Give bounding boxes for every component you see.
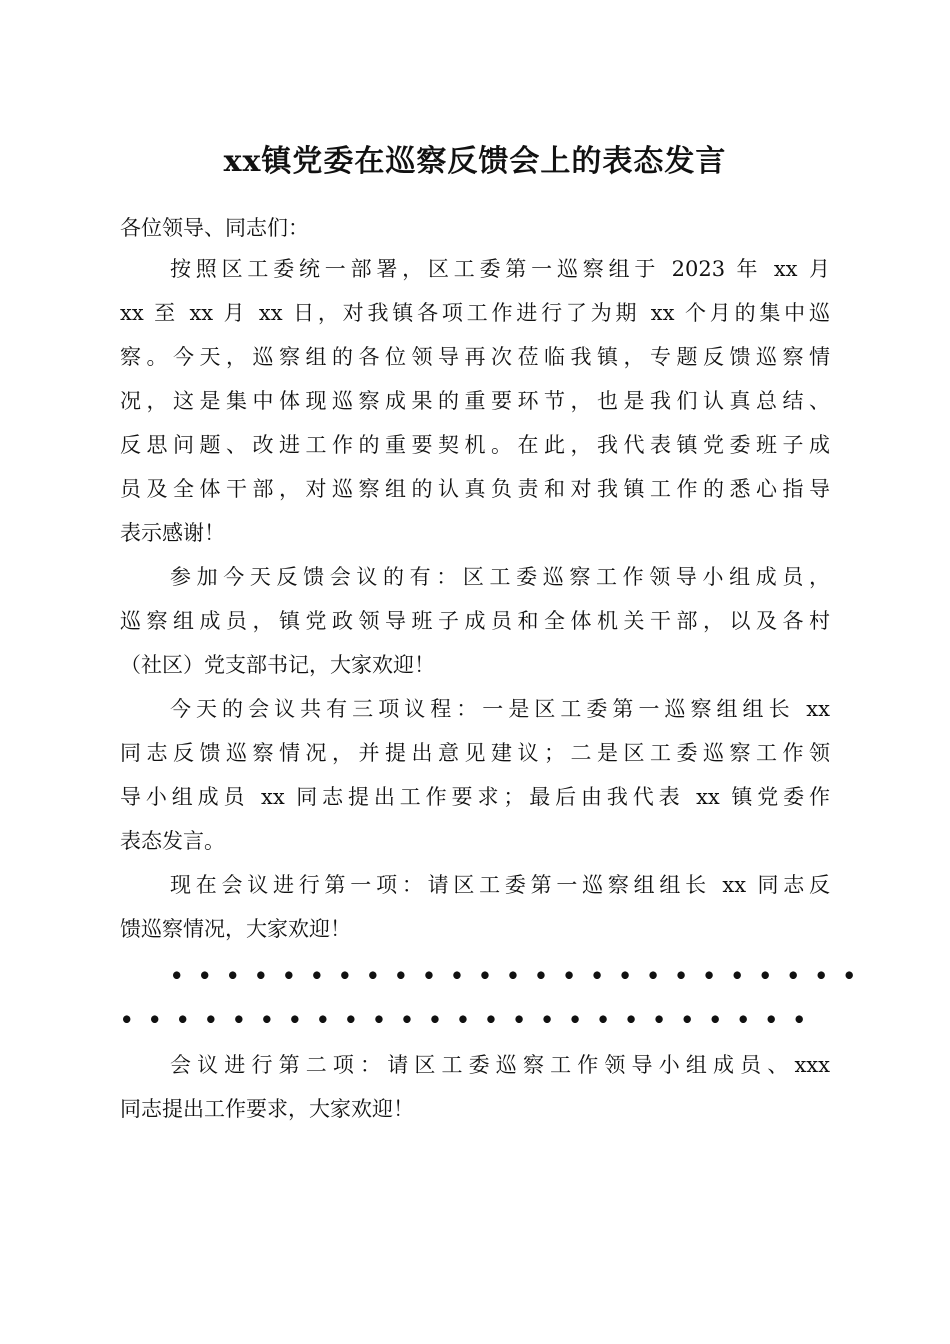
paragraph-3-line-1: 今天的会议共有三项议程：一是区工委第一巡察组组长 xx xyxy=(170,697,830,721)
paragraph-2-line-1: 参加今天反馈会议的有：区工委巡察工作领导小组成员， xyxy=(170,565,830,589)
document-title: xx镇党委在巡察反馈会上的表态发言 xyxy=(223,144,727,179)
paragraph-5-line-1: 会议进行第二项：请区工委巡察工作领导小组成员、xxx xyxy=(170,1053,830,1077)
paragraph-3-line-4: 表态发言。 xyxy=(120,829,225,853)
paragraph-3-line-2: 同志反馈巡察情况，并提出意见建议；二是区工委巡察工作领 xyxy=(120,741,830,765)
paragraph-5-line-2: 同志提出工作要求，大家欢迎！ xyxy=(120,1097,414,1121)
paragraph-1-line-1: 按照区工委统一部署，区工委第一巡察组于 2023 年 xx 月 xyxy=(170,257,830,281)
salutation: 各位领导、同志们： xyxy=(120,216,309,240)
paragraph-1-line-5: 反思问题、改进工作的重要契机。在此，我代表镇党委班子成 xyxy=(120,433,830,457)
paragraph-1-line-3: 察。今天，巡察组的各位领导再次莅临我镇，专题反馈巡察情 xyxy=(120,345,830,369)
paragraph-1-line-6: 员及全体干部，对巡察组的认真负责和对我镇工作的悉心指导 xyxy=(120,477,830,501)
paragraph-1-line-7: 表示感谢！ xyxy=(120,521,225,545)
paragraph-2-line-2: 巡察组成员，镇党政领导班子成员和全体机关干部，以及各村 xyxy=(120,609,830,633)
ellipsis-line-1: ••••••••••••••••••••••••• xyxy=(170,963,871,988)
paragraph-3-line-3: 导小组成员 xx 同志提出工作要求；最后由我代表 xx 镇党委作 xyxy=(120,785,830,809)
paragraph-1-line-4: 况，这是集中体现巡察成果的重要环节，也是我们认真总结、 xyxy=(120,389,830,413)
paragraph-2-line-3: （社区）党支部书记，大家欢迎！ xyxy=(120,653,435,677)
paragraph-4-line-2: 馈巡察情况，大家欢迎！ xyxy=(120,917,351,941)
ellipsis-line-2: ••••••••••••••••••••••••• xyxy=(120,1007,821,1032)
paragraph-1-line-2: xx 至 xx 月 xx 日，对我镇各项工作进行了为期 xx 个月的集中巡 xyxy=(120,301,830,325)
paragraph-4-line-1: 现在会议进行第一项：请区工委第一巡察组组长 xx 同志反 xyxy=(170,873,830,897)
